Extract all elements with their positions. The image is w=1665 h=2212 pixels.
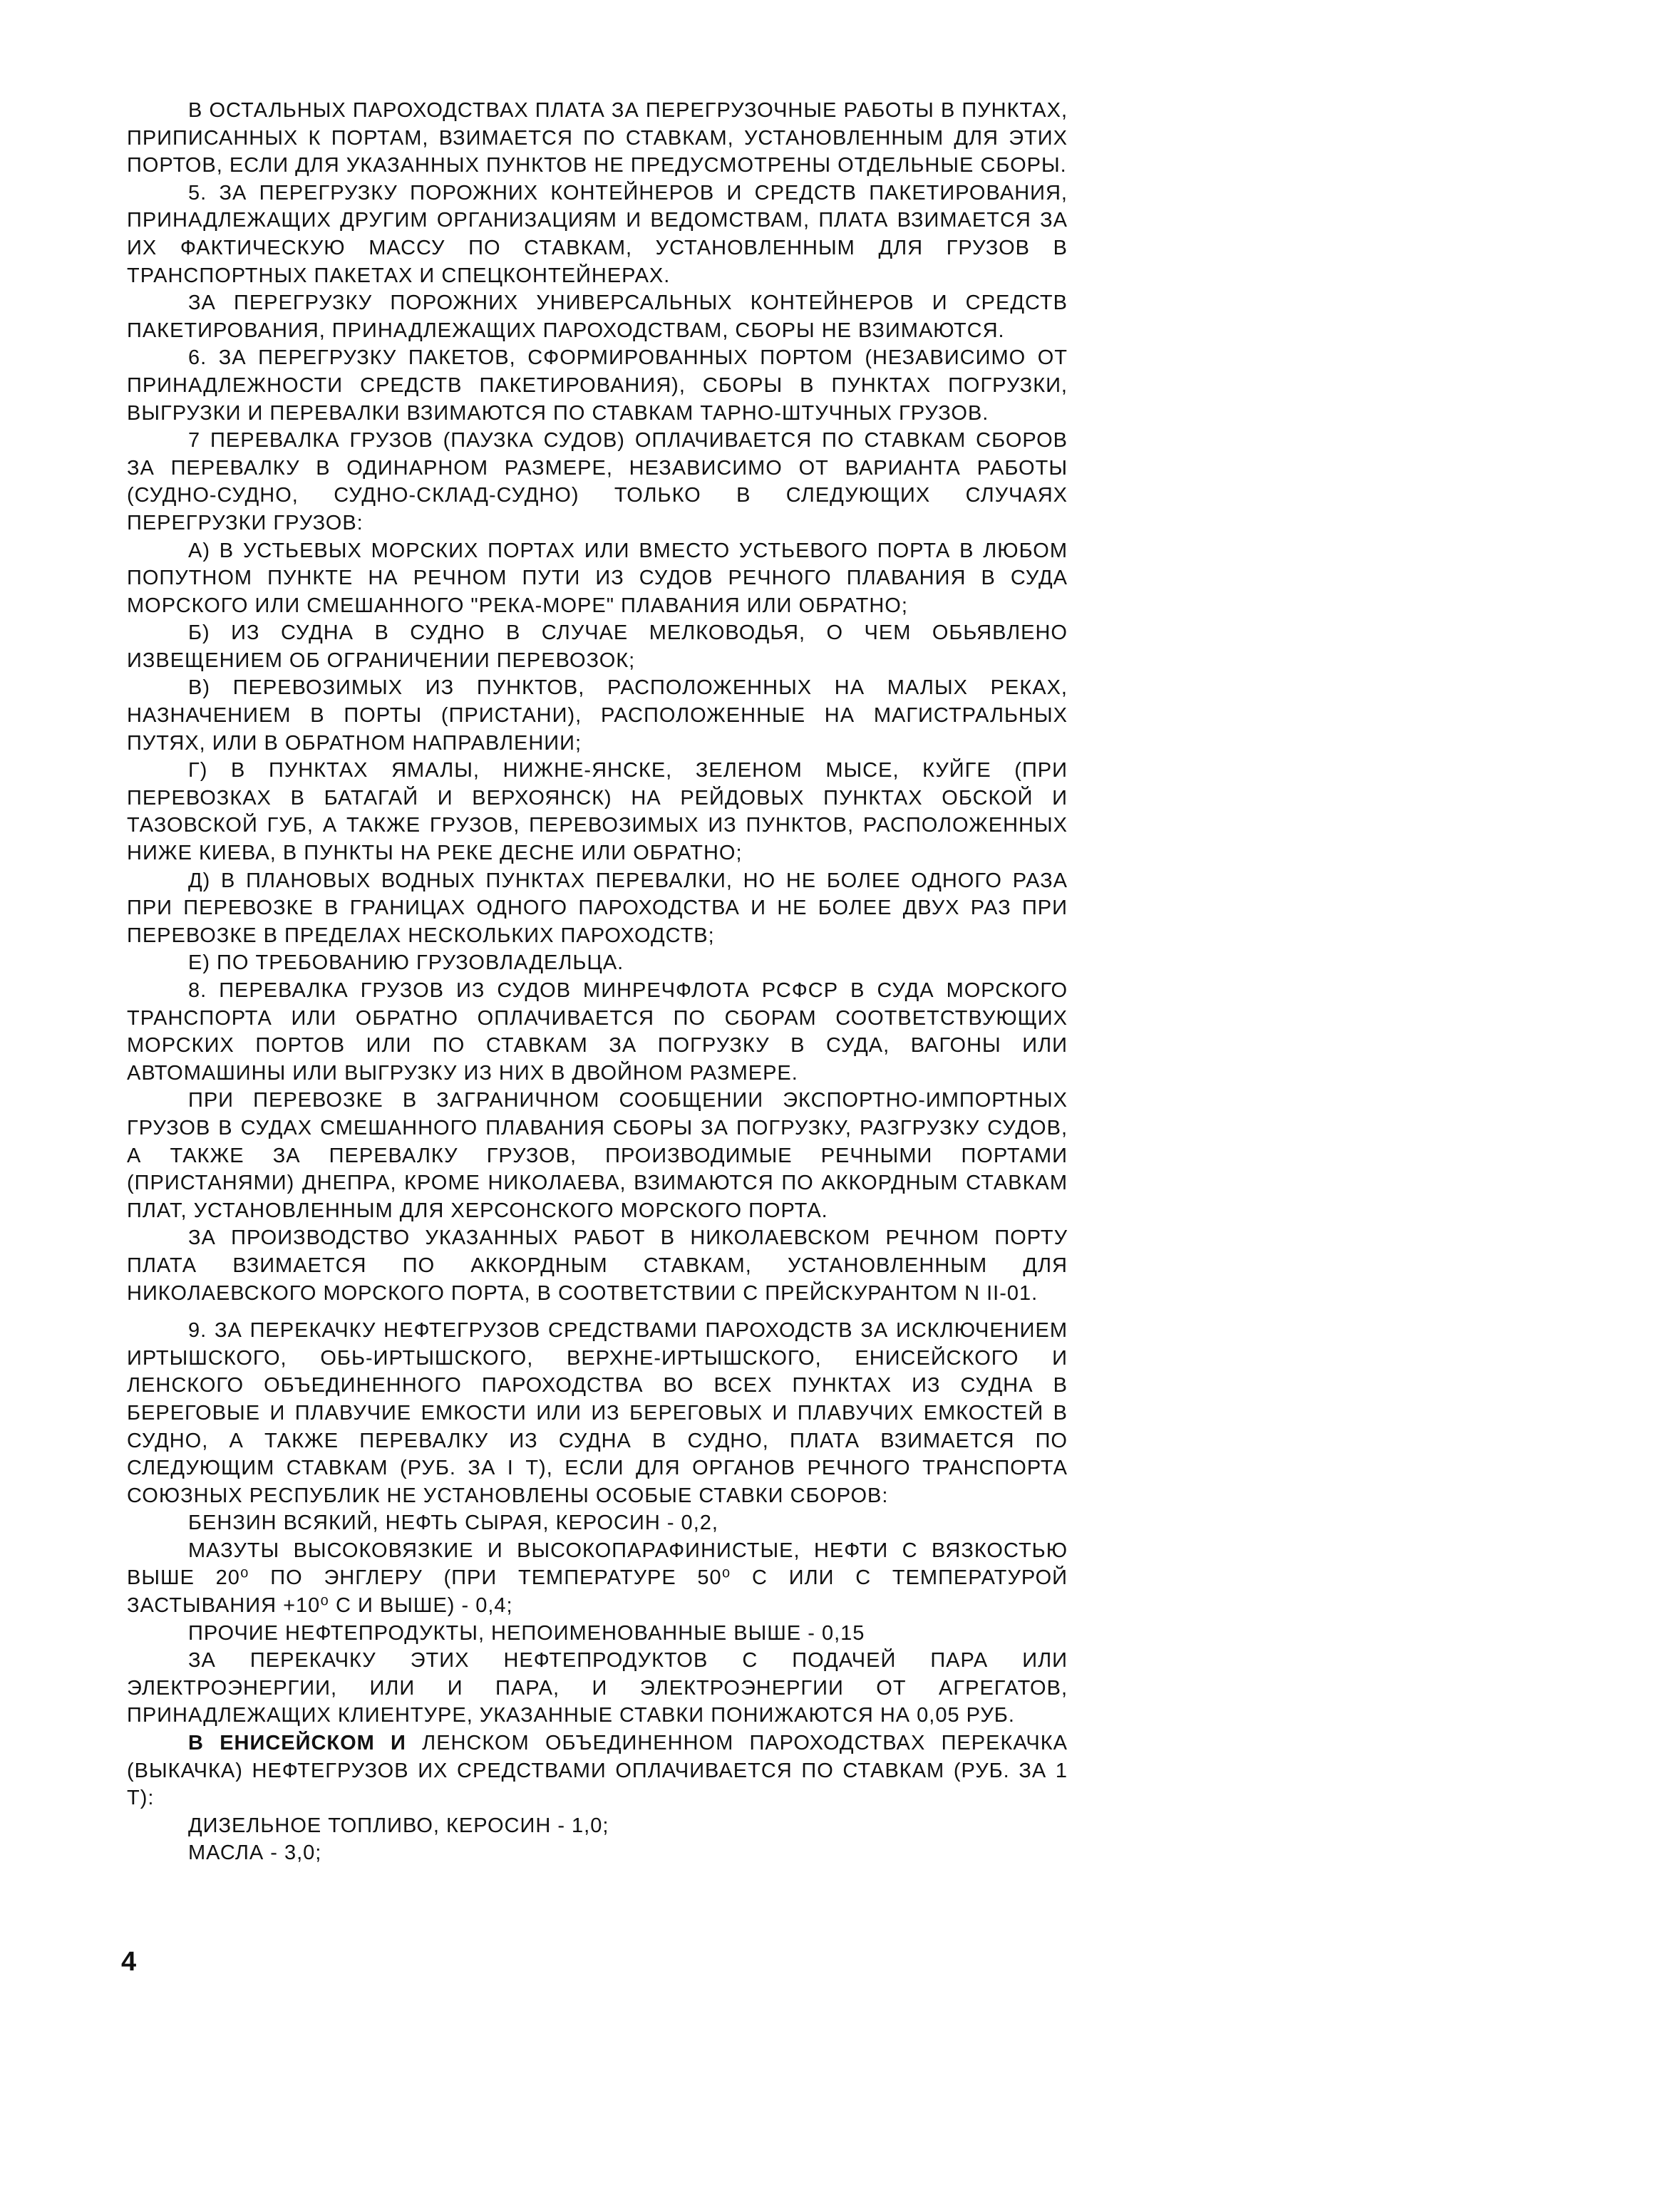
bold-lead-text: В ЕНИСЕЙСКОМ И xyxy=(188,1732,406,1755)
paragraph-7e-cargo-owner: Е) ПО ТРЕБОВАНИЮ ГРУЗОВЛАДЕЛЬЦА. xyxy=(188,951,624,975)
paragraph-yenisei-lena xyxy=(127,1730,1068,1812)
document-body xyxy=(127,97,1068,1867)
paragraph-other-shipping-companies: В ОСТАЛЬНЫХ ПАРОХОДСТВАХ ПЛАТА ЗА ПЕРЕГРУЗОЧНЫЕ РАБОТЫ В ПУНКТАХ, ПРИПИСАННЫХ К ПОРТАМ, ВЗИМАЕТСЯ ПО СТАВКАМ, УСТАНОВЛЕННЫМ ДЛЯ ЭТИХ ПОРТОВ, ЕСЛИ ДЛЯ УКАЗАННЫХ ПУНКТОВ НЕ ПРЕДУСМОТРЕНЫ ОТДЕЛЬНЫЕ СБОРЫ. xyxy=(127,99,1068,177)
paragraph-7a-estuary-ports: А) В УСТЬЕВЫХ МОРСКИХ ПОРТАХ ИЛИ ВМЕСТО УСТЬЕВОГО ПОРТА В ЛЮБОМ ПОПУТНОМ ПУНКТЕ НА РЕЧНОМ ПУТИ ИЗ СУДОВ РЕЧНОГО ПЛАВАНИЯ В СУДА МОРСКОГО ИЛИ СМЕШАННОГО "РЕКА-МОРЕ" ПЛАВАНИЯ ИЛИ ОБРАТНО; xyxy=(127,539,1068,617)
paragraph-7d-planned-points: Д) В ПЛАНОВЫХ ВОДНЫХ ПУНКТАХ ПЕРЕВАЛКИ, НО НЕ БОЛЕЕ ОДНОГО РАЗА ПРИ ПЕРЕВОЗКЕ В ГРАНИЦАХ ОДНОГО ПАРОХОДСТВА И НЕ БОЛЕЕ ДВУХ РАЗ ПРИ ПЕРЕВОЗКЕ В ПРЕДЕЛАХ НЕСКОЛЬКИХ ПАРОХОДСТВ; xyxy=(127,869,1068,947)
paragraph-yenisei-lena-text: ЛЕНСКОМ ОБЪЕДИНЕННОМ ПАРОХОДСТВАХ ПЕРЕКАЧКА (ВЫКАЧКА) НЕФТЕГРУЗОВ ИХ СРЕДСТВАМИ ОПЛАЧИВАЕТСЯ ПО СТАВКАМ (РУБ. ЗА 1 Т): xyxy=(127,1732,1068,1810)
paragraph-7g-named-points: Г) В ПУНКТАХ ЯМАЛЫ, НИЖНЕ-ЯНСКЕ, ЗЕЛЕНОМ МЫСЕ, КУЙГЕ (ПРИ ПЕРЕВОЗКАХ В БАТАГАЙ И ВЕРХОЯНСК) НА РЕЙДОВЫХ ПУНКТАХ ОБСКОЙ И ТАЗОВСКОЙ ГУБ, А ТАКЖЕ ГРУЗОВ, ПЕРЕВОЗИМЫХ ИЗ ПУНКТОВ, РАСПОЛОЖЕННЫХ НИЖЕ КИЕВА, В ПУНКТЫ НА РЕКЕ ДЕСНЕ ИЛИ ОБРАТНО; xyxy=(127,759,1068,865)
paragraph-7b-shallow-water: Б) ИЗ СУДНА В СУДНО В СЛУЧАЕ МЕЛКОВОДЬЯ, О ЧЕМ ОБЬЯВЛЕНО ИЗВЕЩЕНИЕМ ОБ ОГРАНИЧЕНИИ ПЕРЕВОЗОК; xyxy=(127,621,1068,672)
paragraph-foreign-trade: ПРИ ПЕРЕВОЗКЕ В ЗАГРАНИЧНОМ СООБЩЕНИИ ЭКСПОРТНО-ИМПОРТНЫХ ГРУЗОВ В СУДАХ СМЕШАННОГО ПЛАВАНИЯ СБОРЫ ЗА ПОГРУЗКУ, РАЗГРУЗКУ СУДОВ, А ТАКЖЕ ЗА ПЕРЕВАЛКУ ГРУЗОВ, ПРОИЗВОДИМЫЕ РЕЧНЫМИ ПОРТАМИ (ПРИСТАНЯМИ) ДНЕПРА, КРОМЕ НИКОЛАЕВА, ВЗИМАЮТСЯ ПО АККОРДНЫМ СТАВКАМ ПЛАТ, УСТАНОВЛЕННЫМ ДЛЯ ХЕРСОНСКОГО МОРСКОГО ПОРТА. xyxy=(127,1089,1068,1222)
rate-fuel-oil: МАЗУТЫ ВЫСОКОВЯЗКИЕ И ВЫСОКОПАРАФИНИСТЫЕ, НЕФТИ С ВЯЗКОСТЬЮ ВЫШЕ 20⁰ ПО ЭНГЛЕРУ (ПРИ ТЕМПЕРАТУРЕ 50⁰ С ИЛИ С ТЕМПЕРАТУРОЙ ЗАСТЫВАНИЯ +10⁰ С И ВЫШЕ) - 0,4; xyxy=(127,1539,1068,1618)
paragraph-6-packages: 6. ЗА ПЕРЕГРУЗКУ ПАКЕТОВ, СФОРМИРОВАННЫХ ПОРТОМ (НЕЗАВИСИМО ОТ ПРИНАДЛЕЖНОСТИ СРЕДСТВ ПАКЕТИРОВАНИЯ), СБОРЫ В ПУНКТАХ ПОГРУЗКИ, ВЫГРУЗКИ И ПЕРЕВАЛКИ ВЗИМАЮТСЯ ПО СТАВКАМ ТАРНО-ШТУЧНЫХ ГРУЗОВ. xyxy=(127,346,1068,425)
paragraph-7v-small-rivers: В) ПЕРЕВОЗИМЫХ ИЗ ПУНКТОВ, РАСПОЛОЖЕННЫХ НА МАЛЫХ РЕКАХ, НАЗНАЧЕНИЕМ В ПОРТЫ (ПРИСТАНИ), РАСПОЛОЖЕННЫЕ НА МАГИСТРАЛЬНЫХ ПУТЯХ, ИЛИ В ОБРАТНОМ НАПРАВЛЕНИИ; xyxy=(127,676,1068,755)
paragraph-steam-electricity: ЗА ПЕРЕКАЧКУ ЭТИХ НЕФТЕПРОДУКТОВ С ПОДАЧЕЙ ПАРА ИЛИ ЭЛЕКТРОЭНЕРГИИ, ИЛИ И ПАРА, И ЭЛЕКТРОЭНЕРГИИ ОТ АГРЕГАТОВ, ПРИНАДЛЕЖАЩИХ КЛИЕНТУРЕ, УКАЗАННЫЕ СТАВКИ ПОНИЖАЮТСЯ НА 0,05 РУБ. xyxy=(127,1649,1068,1727)
rate-diesel: ДИЗЕЛЬНОЕ ТОПЛИВО, КЕРОСИН - 1,0; xyxy=(188,1814,609,1837)
page-number: 4 xyxy=(121,1947,137,1977)
paragraph-8-sea-transport: 8. ПЕРЕВАЛКА ГРУЗОВ ИЗ СУДОВ МИНРЕЧФЛОТА РСФСР В СУДА МОРСКОГО ТРАНСПОРТА ИЛИ ОБРАТНО ОПЛАЧИВАЕТСЯ ПО СБОРАМ СООТВЕТСТВУЮЩИХ МОРСКИХ ПОРТОВ ИЛИ ПО СТАВКАМ ЗА ПОГРУЗКУ В СУДА, ВАГОНЫ ИЛИ АВТОМАШИНЫ ИЛИ ВЫГРУЗКУ ИЗ НИХ В ДВОЙНОМ РАЗМЕРЕ. xyxy=(127,979,1068,1085)
rate-oils: МАСЛА - 3,0; xyxy=(188,1841,322,1865)
paragraph-9-oil-pumping: 9. ЗА ПЕРЕКАЧКУ НЕФТЕГРУЗОВ СРЕДСТВАМИ ПАРОХОДСТВ ЗА ИСКЛЮЧЕНИЕМ ИРТЫШСКОГО, ОБЬ-ИРТЫШСКОГО, ВЕРХНЕ-ИРТЫШСКОГО, ЕНИСЕЙСКОГО И ЛЕНСКОГО ОБЪЕДИНЕННОГО ПАРОХОДСТВА ВО ВСЕХ ПУНКТАХ ИЗ СУДНА В БЕРЕГОВЫЕ И ПЛАВУЧИЕ ЕМКОСТИ ИЛИ ИЗ БЕРЕГОВЫХ И ПЛАВУЧИХ ЕМКОСТЕЙ В СУДНО, А ТАКЖЕ ПЕРЕВАЛКУ ИЗ СУДНА В СУДНО, ПЛАТА ВЗИМАЕТСЯ ПО СЛЕДУЮЩИМ СТАВКАМ (РУБ. ЗА I Т), ЕСЛИ ДЛЯ ОРГАНОВ РЕЧНОГО ТРАНСПОРТА СОЮЗНЫХ РЕСПУБЛИК НЕ УСТАНОВЛЕНЫ ОСОБЫЕ СТАВКИ СБОРОВ: xyxy=(127,1319,1068,1507)
paragraph-universal-containers: ЗА ПЕРЕГРУЗКУ ПОРОЖНИХ УНИВЕРСАЛЬНЫХ КОНТЕЙНЕРОВ И СРЕДСТВ ПАКЕТИРОВАНИЯ, ПРИНАДЛЕЖАЩИХ ПАРОХОДСТВАМ, СБОРЫ НЕ ВЗИМАЮТСЯ. xyxy=(127,291,1068,342)
paragraph-7-transshipment: 7 ПЕРЕВАЛКА ГРУЗОВ (ПАУЗКА СУДОВ) ОПЛАЧИВАЕТСЯ ПО СТАВКАМ СБОРОВ ЗА ПЕРЕВАЛКУ В ОДИНАРНОМ РАЗМЕРЕ, НЕЗАВИСИМО ОТ ВАРИАНТА РАБОТЫ (СУДНО-СУДНО, СУДНО-СКЛАД-СУДНО) ТОЛЬКО В СЛЕДУЮЩИХ СЛУЧАЯХ ПЕРЕГРУЗКИ ГРУЗОВ: xyxy=(127,429,1068,534)
paragraph-nikolaev-port: ЗА ПРОИЗВОДСТВО УКАЗАННЫХ РАБОТ В НИКОЛАЕВСКОМ РЕЧНОМ ПОРТУ ПЛАТА ВЗИМАЕТСЯ ПО АККОРДНЫМ СТАВКАМ, УСТАНОВЛЕННЫМ ДЛЯ НИКОЛАЕВСКОГО МОРСКОГО ПОРТА, В СООТВЕТСТВИИ С ПРЕЙСКУРАНТОМ N II-01. xyxy=(127,1226,1068,1305)
rate-other-products: ПРОЧИЕ НЕФТЕПРОДУКТЫ, НЕПОИМЕНОВАННЫЕ ВЫШЕ - 0,15 xyxy=(188,1621,865,1645)
paragraph-5-empty-containers: 5. ЗА ПЕРЕГРУЗКУ ПОРОЖНИХ КОНТЕЙНЕРОВ И СРЕДСТВ ПАКЕТИРОВАНИЯ, ПРИНАДЛЕЖАЩИХ ДРУГИМ ОРГАНИЗАЦИЯМ И ВЕДОМСТВАМ, ПЛАТА ВЗИМАЕТСЯ ЗА ИХ ФАКТИЧЕСКУЮ МАССУ ПО СТАВКАМ, УСТАНОВЛЕННЫМ ДЛЯ ГРУЗОВ В ТРАНСПОРТНЫХ ПАКЕТАХ И СПЕЦКОНТЕЙНЕРАХ. xyxy=(127,181,1068,287)
rate-gasoline: БЕНЗИН ВСЯКИЙ, НЕФТЬ СЫРАЯ, КЕРОСИН - 0,2, xyxy=(188,1511,718,1535)
